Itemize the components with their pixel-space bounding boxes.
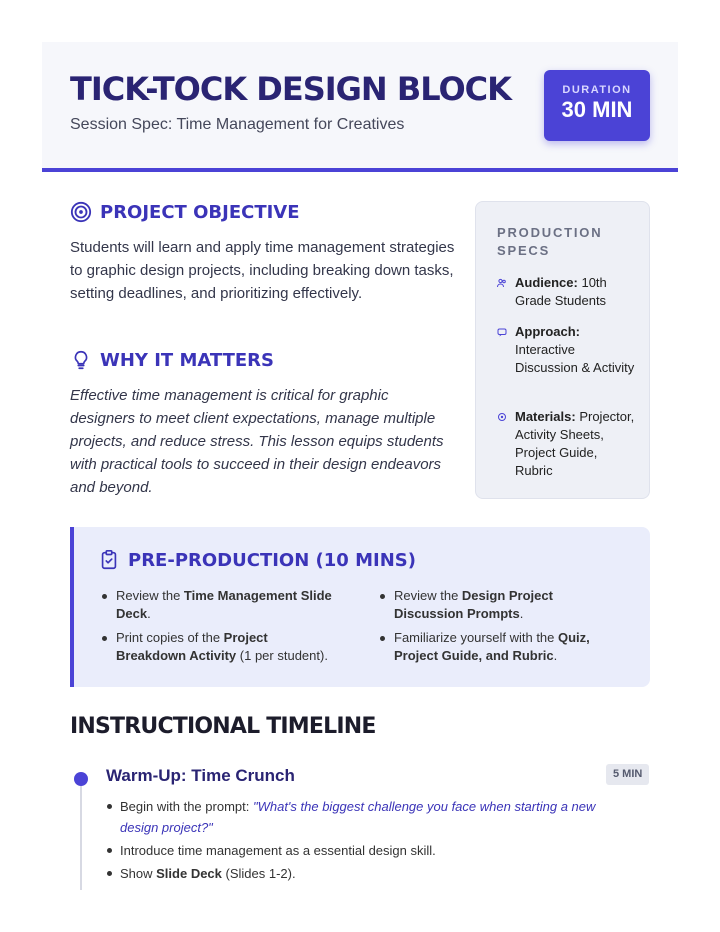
spec-approach [497, 323, 637, 377]
specs-title: PRODUCTION SPECS [497, 225, 603, 258]
objective-heading [70, 201, 300, 223]
spec-materials-label: Materials: [515, 409, 576, 424]
duration-label: DURATION [562, 84, 632, 96]
duration-badge [544, 70, 650, 141]
preproduction-panel [70, 527, 650, 687]
timeline-step-list [106, 796, 626, 886]
spec-audience [497, 274, 637, 310]
step-duration-badge: 5 MIN [606, 764, 649, 785]
objective-heading-text: PROJECT OBJECTIVE [100, 201, 300, 223]
list-item: Show Slide Deck (Slides 1-2). [106, 863, 626, 884]
lightbulb-icon [70, 349, 92, 371]
timeline-step-title: Warm-Up: Time Crunch [106, 766, 295, 785]
spec-audience-value: 10th Grade Students [515, 275, 607, 308]
page-subtitle: Session Spec: Time Management for Creatives [70, 116, 405, 133]
duration-value: 30 MIN [561, 97, 633, 122]
spec-materials-value: Projector, Activity Sheets, Project Guide, Rubric [515, 409, 635, 478]
why-heading [70, 349, 274, 371]
spec-approach-label: Approach: [515, 324, 580, 339]
objective-text: Students will learn and apply time management strategies to graphic design projects, including breaking down tasks, setting deadlines, and prioritizing effectively. [70, 239, 455, 302]
chat-icon [497, 327, 507, 337]
prompt-quote: "What's the biggest challenge you face when starting a new design project?" [120, 799, 596, 835]
clipboard-check-icon [98, 549, 120, 571]
list-item: Print copies of the Project Breakdown Activity (1 per student). [98, 629, 338, 665]
spec-materials [497, 408, 637, 480]
header-banner [42, 42, 678, 172]
list-item: Introduce time management as a essential design skill. [106, 840, 626, 861]
materials-icon [497, 412, 507, 422]
page-title: TICK-TOCK DESIGN BLOCK [70, 70, 511, 108]
preproduction-heading-text: PRE-PRODUCTION (10 MINS) [128, 549, 416, 571]
preproduction-list-left [98, 587, 338, 671]
list-item: Review the Time Management Slide Deck. [98, 587, 338, 623]
why-text: Effective time management is critical for graphic designers to meet client expectations, manage multiple projects, and reduce stress. This lesson equips students with practical tools to succeed in their design endeavors and beyond. [70, 387, 444, 496]
preproduction-heading [98, 549, 416, 571]
list-item: Review the Design Project Discussion Prompts. [376, 587, 616, 623]
audience-icon [497, 278, 507, 288]
production-specs-panel [475, 201, 650, 499]
list-item: Begin with the prompt: "What's the biggest challenge you face when starting a new design project?" [106, 796, 626, 838]
timeline-dot-icon [74, 772, 88, 786]
list-item: Familiarize yourself with the Quiz, Project Guide, and Rubric. [376, 629, 616, 665]
why-heading-text: WHY IT MATTERS [100, 349, 274, 371]
preproduction-list-right [376, 587, 616, 671]
spec-audience-label: Audience: [515, 275, 578, 290]
timeline-title: INSTRUCTIONAL TIMELINE [70, 714, 376, 739]
timeline-line [80, 782, 82, 890]
target-icon [70, 201, 92, 223]
spec-approach-value: Interactive Discussion & Activity [515, 342, 635, 375]
